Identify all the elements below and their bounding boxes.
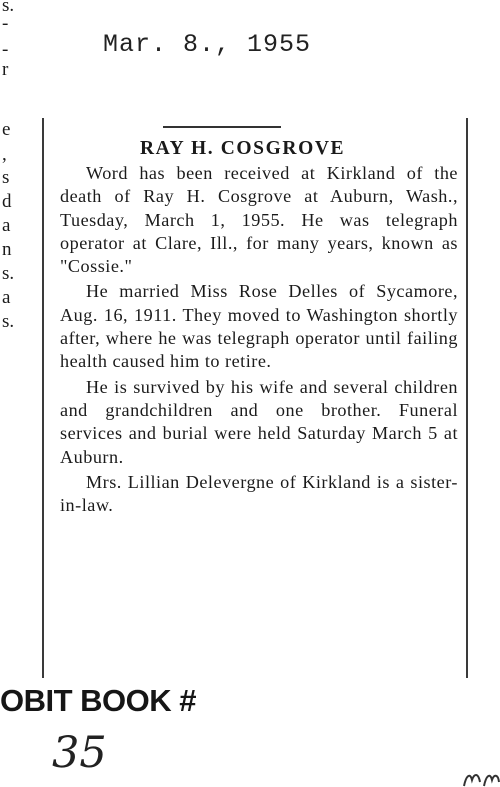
margin-fragment: s. bbox=[2, 0, 15, 16]
margin-fragment: n bbox=[2, 239, 12, 260]
obit-book-stamp: OBIT BOOK # bbox=[0, 683, 197, 718]
margin-fragment: s. bbox=[2, 311, 15, 332]
date-stamp: Mar. 8., 1955 bbox=[103, 30, 312, 59]
corner-scribble-icon bbox=[458, 762, 500, 787]
margin-fragment: - bbox=[2, 39, 9, 60]
margin-fragment: a bbox=[2, 215, 11, 236]
margin-fragment: e bbox=[2, 119, 11, 140]
margin-fragment: r bbox=[2, 59, 9, 80]
margin-fragment: s bbox=[2, 167, 10, 188]
article-paragraph: Word has been received at Kirkland of the death of Ray H. Cosgrove at Auburn, Wash., Tuesday, March 1, 1955. He was telegraph operator at Clare, Ill., for many years, known as "Cossie." bbox=[60, 163, 458, 277]
headline: RAY H. COSGROVE bbox=[140, 138, 346, 159]
article-paragraph: He is survived by his wife and several children and grandchildren and one brother. Funeral services and burial were held Saturday March 5 at Auburn. bbox=[60, 376, 458, 467]
margin-fragment: - bbox=[2, 13, 9, 34]
margin-fragment: d bbox=[2, 191, 12, 212]
article-body bbox=[60, 162, 458, 517]
margin-fragment: , bbox=[2, 144, 7, 165]
headline-rule bbox=[163, 126, 281, 128]
margin-fragment: a bbox=[2, 287, 11, 308]
article-paragraph: Mrs. Lillian Delevergne of Kirkland is a sister-in-law. bbox=[60, 471, 458, 516]
handwritten-number: 35 bbox=[52, 728, 107, 778]
article-paragraph: He married Miss Rose Delles of Sycamore, Aug. 16, 1911. They moved to Washington shortly after, where he was telegraph operator until failing health caused him to retire. bbox=[60, 281, 458, 372]
margin-fragment: s. bbox=[2, 263, 15, 284]
